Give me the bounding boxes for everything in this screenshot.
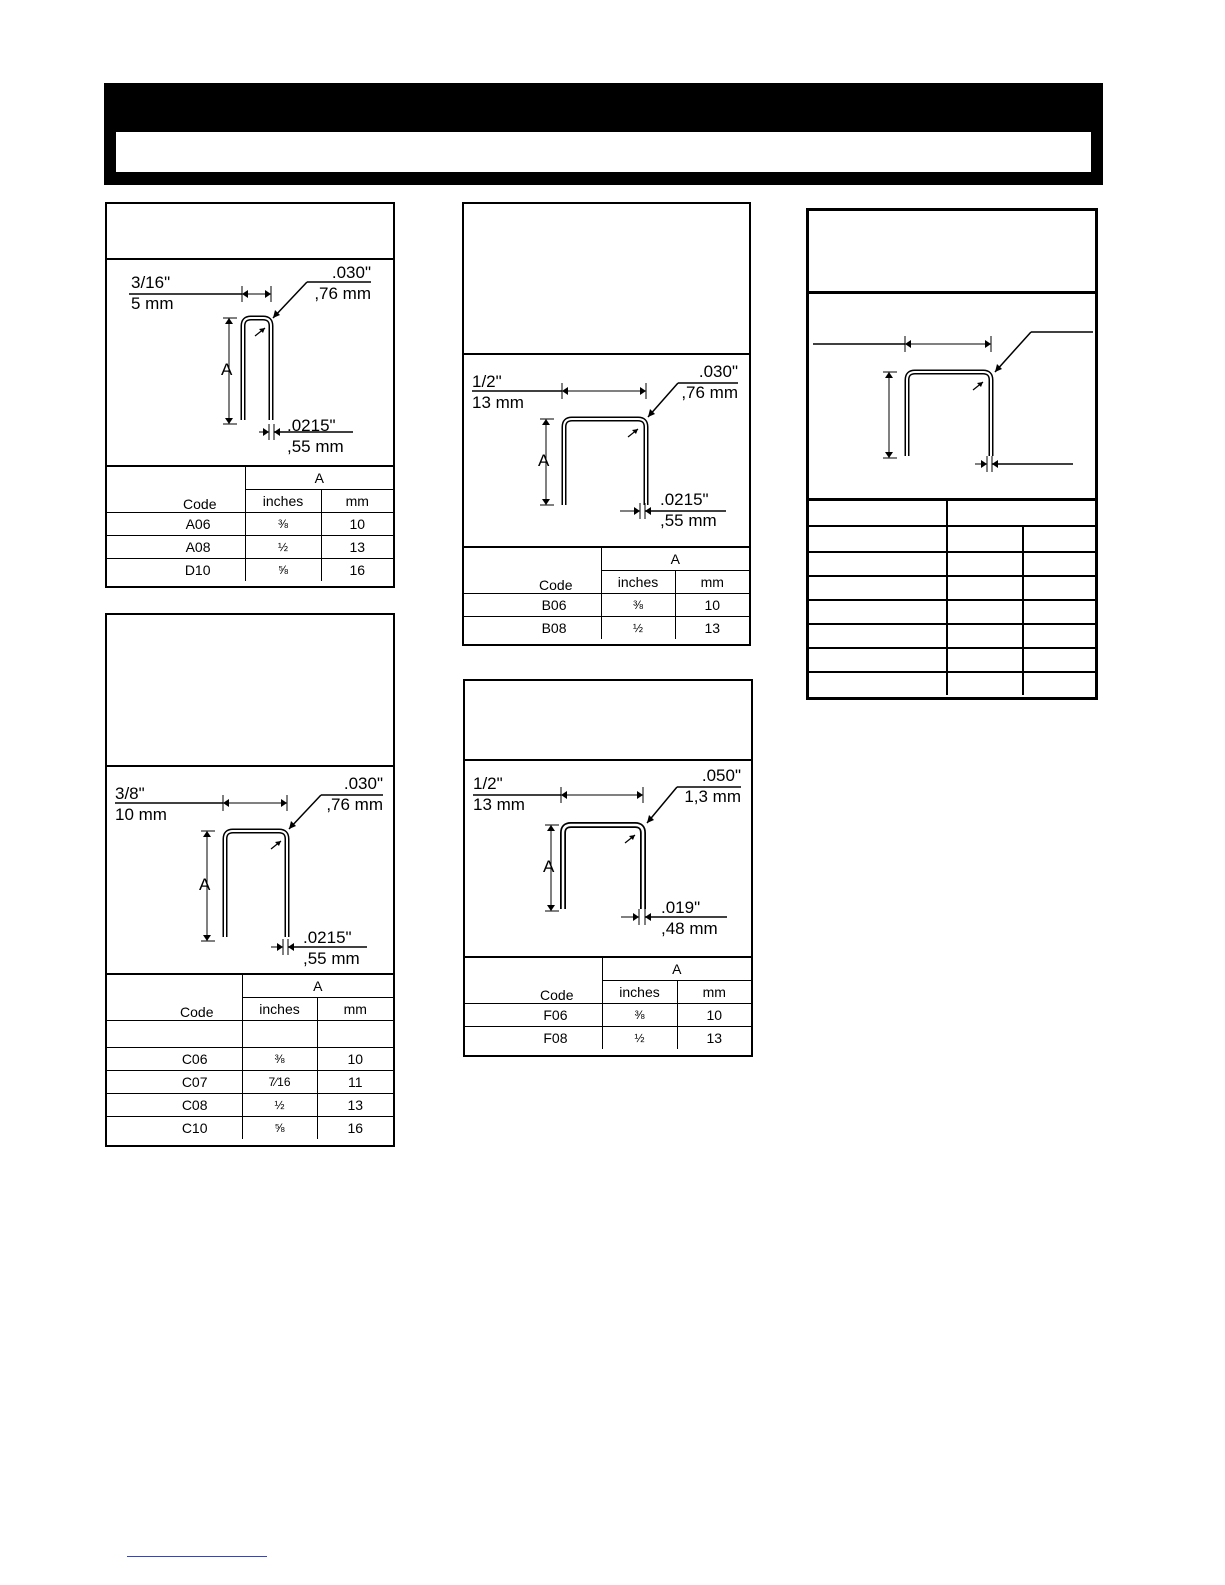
width-dimension-label: 3/8" 10 mm [115,784,167,824]
size-table [464,548,749,639]
width-dimension-label: 1/2" 13 mm [472,372,524,412]
table-row [809,600,1095,624]
table-row [809,552,1095,576]
staple-card-a [105,202,395,588]
table-row: C08 ½ 13 [107,1094,393,1117]
thickness-dimension-label: .0215" ,55 mm [660,490,717,530]
table-row [107,1021,393,1048]
size-table [465,958,751,1049]
wire-dimension-label: .050" 1,3 mm [684,766,741,806]
table-row: C06 ⅜ 10 [107,1048,393,1071]
card-title-box [107,204,393,260]
card-title-box [464,204,749,355]
leg-length-label: A [543,857,555,876]
table-row [809,526,1095,552]
leg-length-label: A [199,875,211,894]
mm-header: mm [317,998,393,1021]
footer-link-underline[interactable] [127,1556,267,1557]
size-table [809,501,1095,695]
size-table [107,975,393,1139]
group-header: A [602,958,751,981]
staple-card-blank [806,208,1098,700]
table-row: D10 ⅝ 16 [107,559,393,582]
table-row: F06 ⅜ 10 [465,1004,751,1027]
mm-header: mm [677,981,751,1004]
wire-dimension-label: .030" ,76 mm [326,774,383,814]
table-row: C07 7⁄16 11 [107,1071,393,1094]
staple-diagram [465,761,751,958]
card-title-box [809,211,1095,294]
mm-header: mm [321,490,393,513]
code-header: Code [465,958,602,1004]
page-header-bar [104,83,1103,185]
table-row [809,672,1095,695]
wire-dimension-label: .030" ,76 mm [314,263,371,303]
inches-header: inches [245,490,321,513]
code-header: Code [107,975,242,1021]
table-row: B08 ½ 13 [464,617,749,640]
inches-header: inches [242,998,317,1021]
table-row: A06 ⅜ 10 [107,513,393,536]
leg-length-label: A [538,451,550,470]
leg-length-label: A [221,360,233,379]
table-row: A08 ½ 13 [107,536,393,559]
thickness-dimension-label: .0215" ,55 mm [287,416,344,456]
code-header: Code [464,548,601,594]
inches-header: inches [602,981,677,1004]
staple-diagram [107,260,393,467]
table-row [809,624,1095,648]
table-row [809,501,1095,526]
width-dimension-label: 3/16" 5 mm [131,273,174,313]
table-row: B06 ⅜ 10 [464,594,749,617]
thickness-dimension-label: .019" ,48 mm [661,898,718,938]
staple-diagram [464,355,749,548]
group-header: A [242,975,393,998]
staple-diagram [107,767,393,975]
group-header: A [601,548,749,571]
card-title-box [107,615,393,767]
thickness-dimension-label: .0215" ,55 mm [303,928,360,968]
table-row [809,576,1095,600]
width-dimension-label: 1/2" 13 mm [473,774,525,814]
staple-diagram [809,294,1095,501]
mm-header: mm [675,571,749,594]
table-row: F08 ½ 13 [465,1027,751,1050]
group-header: A [245,467,393,490]
table-row: C10 ⅝ 16 [107,1117,393,1140]
staple-card-c [105,613,395,1147]
staple-card-f [463,679,753,1057]
table-row [809,648,1095,672]
header-subtitle-box [116,132,1091,172]
staple-card-b [462,202,751,646]
card-title-box [465,681,751,761]
code-header: Code [107,467,245,513]
size-table [107,467,393,581]
wire-dimension-label: .030" ,76 mm [681,362,738,402]
inches-header: inches [601,571,675,594]
staple-drawing [809,294,1095,501]
